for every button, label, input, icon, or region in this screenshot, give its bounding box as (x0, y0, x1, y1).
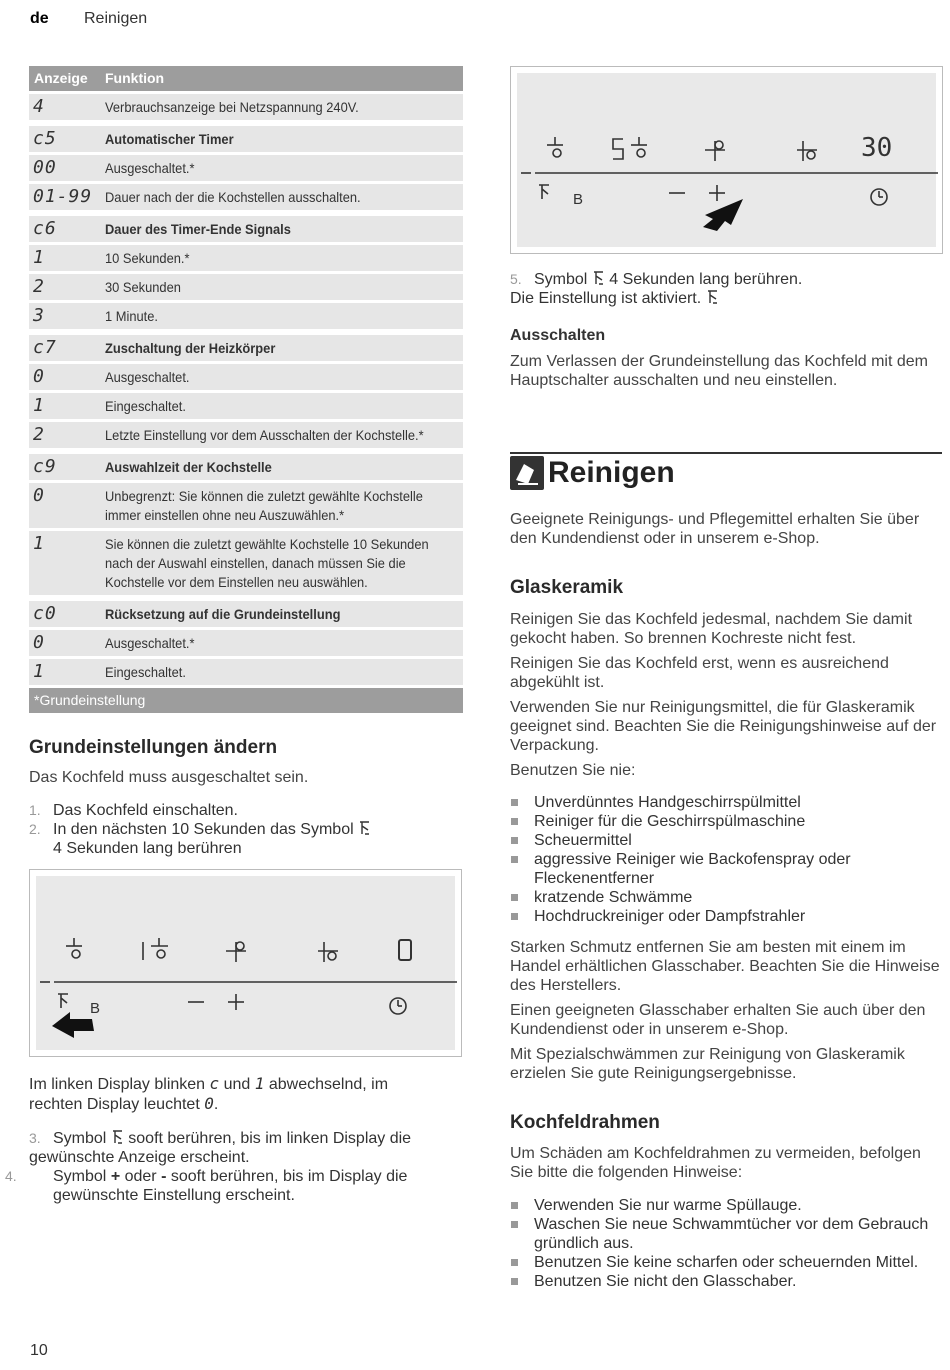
function-text: Letzte Einstellung vor dem Ausschalten der Kochstelle.* (105, 427, 424, 443)
glass-paragraph-5: Starken Schmutz entfernen Sie am besten mit einem im Handel erhältlichen Glasschaber. Beachten Sie die Hinweise des Herstellers. (510, 939, 940, 994)
section-heading-change-settings: Grundeinstellungen ändern (29, 737, 278, 758)
function-text: Verbrauchsanzeige bei Netzspannung 240V. (105, 99, 359, 115)
glass-paragraph-4: Benutzen Sie nie: (510, 762, 636, 779)
list-item: Verwenden Sie nur warme Spüllauge. (510, 1196, 942, 1215)
glass-paragraph-3: Verwenden Sie nur Reinigungsmittel, die für Glaskeramik geeignet sind. Beachten Sie die Reinigungshinweise auf der Verpackung. (510, 699, 937, 754)
list-item: Benutzen Sie nicht den Glasschaber. (510, 1272, 942, 1291)
blink-text: Im linken Display blinken (29, 1076, 206, 1093)
table-row (29, 94, 463, 120)
display-code: c9 (33, 456, 57, 477)
never-use-list (510, 793, 942, 926)
display-code: 4 (33, 96, 45, 117)
display-code: 00 (33, 157, 57, 178)
page-header (30, 10, 148, 28)
hob-front-left-icon (547, 137, 563, 157)
step-text: sooft berühren, bis im linken Display die gewünschte Anzeige erscheint. (29, 1130, 412, 1166)
hob-rear-right-icon (318, 942, 338, 962)
booster-label: B (90, 1000, 101, 1017)
step-number: 1. (29, 802, 41, 818)
display-five-glyph (613, 139, 623, 159)
hob-rear-left-icon (705, 141, 725, 161)
display-zero-glyph (399, 940, 411, 960)
table-group-row (29, 454, 463, 480)
step-text: oder (124, 1168, 157, 1185)
panel-surface (36, 876, 455, 1050)
hob-level-icon (631, 137, 647, 157)
list-item: Hochdruckreiniger oder Dampfstrahler (510, 907, 942, 926)
table-row (29, 303, 463, 329)
settings-symbol-icon (58, 994, 68, 1008)
timer-clock-icon (390, 998, 406, 1014)
list-item: Reiniger für die Geschirrspülmaschine (510, 812, 942, 831)
function-text: Ausgeschaltet. (105, 369, 190, 385)
table-group-row (29, 335, 463, 361)
list-item: Scheuermittel (510, 831, 942, 850)
timer-clock-icon (871, 189, 887, 205)
hob-rear-right-icon (797, 141, 817, 161)
pointer-arrow-icon (52, 1012, 94, 1038)
blink-description: Im linken Display blinken c und 1 abwechselnd, im rechten Display leuchtet 0. (29, 1074, 389, 1113)
step-1 (29, 801, 238, 820)
function-text: Rücksetzung auf die Grundeinstellung (105, 606, 341, 622)
step-5 (510, 270, 940, 308)
blink-glyph-0: 0 (204, 1094, 214, 1113)
function-text: Eingeschaltet. (105, 398, 186, 414)
function-text: 30 Sekunden (105, 279, 181, 295)
table-row (29, 155, 463, 181)
display-code: 1 (33, 247, 45, 268)
settings-table (29, 66, 463, 713)
table-row (29, 422, 463, 448)
cleaning-icon (510, 456, 544, 490)
step-text-continued: 4 Sekunden lang berühren (53, 840, 242, 857)
section-heading-frame: Kochfeldrahmen (510, 1112, 660, 1133)
column-header-display: Anzeige (34, 70, 88, 86)
table-row (29, 393, 463, 419)
display-code: 0 (33, 632, 45, 653)
settings-symbol-icon (539, 185, 549, 199)
glass-paragraph-2: Reinigen Sie das Kochfeld erst, wenn es ausreichend abgekühlt ist. (510, 655, 889, 691)
list-item: aggressive Reiniger wie Backofenspray oder Fleckenentferner (510, 850, 942, 888)
display-code: c7 (33, 337, 57, 358)
table-row (29, 630, 463, 656)
function-text: Zuschaltung der Heizkörper (105, 340, 276, 356)
display-code: 0 (33, 485, 45, 506)
table-row (29, 184, 463, 210)
step-text: sooft berühren, bis im Display die gewünschte Einstellung erscheint. (53, 1168, 408, 1204)
table-row (29, 245, 463, 271)
plus-icon (709, 185, 725, 201)
glass-paragraph-1: Reinigen Sie das Kochfeld jedesmal, nachdem Sie damit gekocht haben. So brennen Kochreste nicht fest. (510, 611, 913, 647)
settings-symbol-icon (358, 820, 371, 836)
display-code: 2 (33, 276, 45, 297)
display-code: 0 (33, 366, 45, 387)
hob-rear-left-icon (226, 942, 246, 962)
step-number: 4. (5, 1168, 17, 1184)
step-result-text: Die Einstellung ist aktiviert. (510, 290, 702, 307)
display-code: 1 (33, 395, 45, 416)
blink-text: und (223, 1076, 251, 1093)
function-text: Dauer nach der die Kochstellen ausschalten. (105, 189, 361, 205)
cleaning-intro: Geeignete Reinigungs- und Pflegemittel erhalten Sie über den Kundendienst oder in unserem e-Shop. (510, 511, 920, 547)
settings-symbol-icon (592, 270, 605, 286)
table-row (29, 659, 463, 685)
section-heading-glass-ceramic: Glaskeramik (510, 577, 624, 598)
control-panel-illustration-top (510, 66, 943, 254)
function-text: Ausgeschaltet.* (105, 635, 195, 651)
step-text: Das Kochfeld einschalten. (53, 802, 238, 819)
display-code: 01-99 (33, 186, 93, 207)
hob-level-icon (143, 938, 168, 960)
glass-paragraph-7: Mit Spezialschwämmen zur Reinigung von Glaskeramik erzielen Sie gute Reinigungsergebnisse. (510, 1046, 905, 1082)
table-row (29, 364, 463, 390)
step-text: In den nächsten 10 Sekunden das Symbol (53, 821, 354, 838)
function-text: Ausgeschaltet.* (105, 160, 195, 176)
chapter-title: Reinigen (548, 456, 675, 489)
chapter-heading (510, 452, 942, 489)
switch-off-text: Zum Verlassen der Grundeinstellung das Kochfeld mit dem Hauptschalter ausschalten und neu einstellen. (510, 353, 928, 389)
function-text: 1 Minute. (105, 308, 158, 324)
page-number: 10 (30, 1342, 48, 1359)
hob-front-left-icon (66, 938, 82, 958)
step-number: 5. (510, 271, 522, 287)
table-body (29, 94, 463, 685)
blink-text: abwechselnd, im (268, 1076, 389, 1093)
language-code: de (30, 10, 49, 27)
table-row (29, 483, 463, 528)
step-3 (29, 1129, 459, 1167)
section-title: Reinigen (84, 10, 148, 27)
booster-label: B (573, 191, 584, 208)
display-code: c5 (33, 128, 57, 149)
function-text: Eingeschaltet. (105, 664, 186, 680)
display-code: 1 (33, 661, 45, 682)
function-text: Dauer des Timer-Ende Signals (105, 221, 291, 237)
table-group-row (29, 126, 463, 152)
pointer-arrow-icon (703, 199, 743, 231)
control-panel-illustration (29, 869, 462, 1057)
column-header-function: Funktion (105, 70, 165, 86)
table-row (29, 531, 463, 595)
display-code: 3 (33, 305, 45, 326)
table-row (29, 274, 463, 300)
step-2 (29, 820, 449, 858)
step-text: Symbol (53, 1168, 107, 1185)
panel-surface (517, 73, 936, 247)
step-4 (5, 1167, 459, 1205)
list-item: Waschen Sie neue Schwammtücher vor dem Gebrauch gründlich aus. (510, 1215, 942, 1253)
list-item: Benutzen Sie keine scharfen oder scheuernden Mittel. (510, 1253, 942, 1272)
table-group-row (29, 601, 463, 627)
display-code: 1 (33, 533, 45, 554)
intro-text: Das Kochfeld muss ausgeschaltet sein. (29, 769, 309, 786)
table-group-row (29, 216, 463, 242)
plus-symbol: + (110, 1168, 121, 1185)
step-number: 2. (29, 821, 41, 837)
frame-care-list (510, 1196, 942, 1291)
display-code: c0 (33, 603, 57, 624)
settings-symbol-icon (111, 1129, 124, 1145)
function-text: Automatischer Timer (105, 131, 234, 147)
step-number: 3. (29, 1130, 41, 1146)
list-item: Unverdünntes Handgeschirrspülmittel (510, 793, 942, 812)
blink-glyph-1: 1 (254, 1074, 265, 1093)
function-text: Unbegrenzt: Sie können die zuletzt gewählte Kochstelle immer einstellen ohne neu Auszuwählen.* (105, 488, 423, 523)
blink-glyph-c: c (209, 1074, 220, 1093)
display-code: c6 (33, 218, 57, 239)
subheading-switch-off: Ausschalten (510, 327, 606, 344)
function-text: 10 Sekunden.* (105, 250, 190, 266)
function-text: Sie können die zuletzt gewählte Kochstelle 10 Sekunden nach der Auswahl einstellen, danach müssen Sie die Kochstelle vor dem Einstellen neu auswählen. (105, 536, 429, 590)
list-item: kratzende Schwämme (510, 888, 942, 907)
step-text: Symbol (53, 1130, 107, 1147)
frame-intro: Um Schäden am Kochfeldrahmen zu vermeiden, befolgen Sie bitte die folgenden Hinweise: (510, 1145, 921, 1181)
glass-paragraph-6: Einen geeigneten Glasschaber erhalten Sie auch über den Kundendienst oder in unserem e-Shop. (510, 1002, 926, 1038)
step-text: 4 Sekunden lang berühren. (609, 271, 803, 288)
table-header (29, 66, 463, 91)
step-text: Symbol (534, 271, 588, 288)
display-thirty: 30 (861, 133, 893, 163)
table-footnote: *Grundeinstellung (29, 688, 463, 713)
function-text: Auswahlzeit der Kochstelle (105, 459, 272, 475)
blink-text: rechten Display leuchtet (29, 1096, 200, 1113)
panel-drawing (36, 876, 457, 1052)
settings-symbol-icon (706, 289, 719, 305)
plus-icon (228, 994, 244, 1010)
minus-symbol: - (161, 1168, 167, 1185)
display-code: 2 (33, 424, 45, 445)
